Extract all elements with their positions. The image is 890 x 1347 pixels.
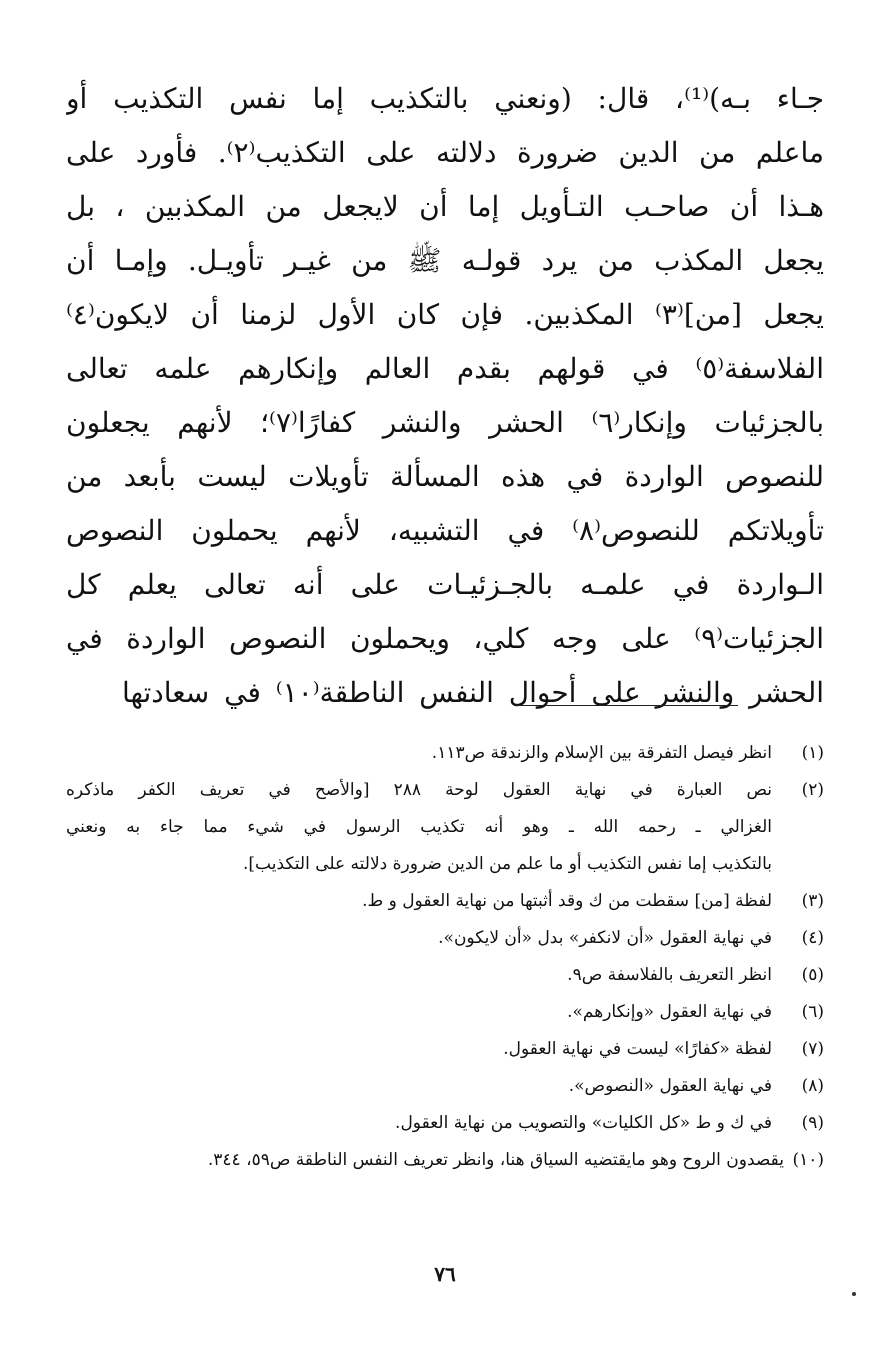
- text-line: ماعلم من الدين ضرورة دلالته على التكذيب⁽٢⁾. فأورد على: [66, 136, 824, 169]
- footnote-item: [66, 920, 824, 957]
- text-line: هـذا أن صاحـب التـأويل إما أن لايجعل من المكذبين ، بل: [66, 190, 824, 223]
- footnote-item: [66, 1105, 824, 1142]
- text-line: الجزئيات⁽٩⁾ على وجه كلي، ويحملون النصوص الواردة في: [66, 622, 824, 655]
- text-line: الفلاسفة⁽٥⁾ في قولهم بقدم العالم وإنكارهم علمه تعالى: [66, 352, 824, 385]
- footnote-number: (٤): [801, 928, 824, 948]
- footnote-line: الغزالي ـ رحمه الله ـ وهو أنه تكذيب الرسول في شيء مما جاء به ونعني: [66, 817, 772, 837]
- footnote-item: [66, 883, 824, 920]
- footnote-text: [66, 1105, 772, 1142]
- footnote-number: (١٠): [792, 1150, 824, 1170]
- footnote-text: [66, 920, 772, 957]
- footnote-number: (٨): [801, 1076, 824, 1096]
- footnote-line: لفظة [من] سقطت من ك وقد أثبتها من نهاية العقول و ط.: [362, 891, 772, 911]
- footnote-item: [66, 1068, 824, 1105]
- text-line: الحشر والنشر على أحوال النفس الناطقة⁽١٠⁾ في سعادتها: [122, 676, 824, 709]
- footnote-item: [66, 994, 824, 1031]
- text-line: تأويلاتكم للنصوص⁽٨⁾ في التشبيه، لأنهم يحملون النصوص: [66, 514, 824, 547]
- page-number: ٧٦: [434, 1262, 456, 1286]
- footnote-text: [66, 994, 772, 1031]
- footnote-line: لفظة «كفارًا» ليست في نهاية العقول.: [503, 1039, 772, 1059]
- footnote-item: [66, 957, 824, 994]
- footnote-item: [66, 772, 824, 883]
- footnote-line: انظر فيصل التفرقة بين الإسلام والزندقة ص١١٣.: [431, 743, 772, 763]
- text-line: للنصوص الواردة في هذه المسألة تأويلات ليست بأبعد من: [66, 460, 824, 493]
- footnote-item: [66, 1142, 824, 1179]
- footnote-line: يقصدون الروح وهو مايقتضيه السياق هنا، وانظر تعريف النفس الناطقة ص٥٩، ٣٤٤.: [207, 1150, 784, 1170]
- text-line: الـواردة في علمـه بالجـزئيـات على أنه تعالى يعلم كل: [66, 568, 824, 601]
- footnote-number: (٦): [801, 1002, 824, 1022]
- footnote-text: [66, 735, 772, 772]
- footnote-line: نص العبارة في نهاية العقول لوحة ٢٨٨ [والأصح في تعريف الكفر ماذكره: [66, 780, 772, 800]
- text-line: جـاء بـه)⁽¹⁾، قال: (ونعني بالتكذيب إما نفس التكذيب أو: [66, 82, 824, 115]
- footnote-number: (٢): [801, 780, 824, 800]
- footnote-number: (١): [801, 743, 824, 763]
- footnotes-list: [66, 735, 824, 1179]
- footnote-text: [66, 957, 772, 994]
- footnote-line: انظر التعريف بالفلاسفة ص٩.: [567, 965, 772, 985]
- footnote-number: (٣): [801, 891, 824, 911]
- footnote-text: [66, 1031, 772, 1068]
- footnote-line: بالتكذيب إما نفس التكذيب أو ما علم من الدين ضرورة دلالته على التكذيب].: [242, 854, 772, 874]
- footnote-line: في نهاية العقول «وإنكارهم».: [567, 1002, 772, 1022]
- footnote-divider: [516, 705, 738, 706]
- footnote-text: [66, 1142, 784, 1179]
- footnote-line: في نهاية العقول «النصوص».: [568, 1076, 772, 1096]
- footnote-item: [66, 735, 824, 772]
- footnote-number: (٧): [801, 1039, 824, 1059]
- text-line: يجعل المكذب من يرد قولـه ﷺ من غيـر تأويـل. وإمـا أن: [66, 244, 824, 277]
- footnote-number: (٩): [801, 1113, 824, 1133]
- footnote-text: [66, 1068, 772, 1105]
- footnote-text: [66, 772, 772, 883]
- main-text: [66, 72, 824, 720]
- footnote-line: في ك و ط «كل الكليات» والتصويب من نهاية العقول.: [395, 1113, 772, 1133]
- footnote-item: [66, 1031, 824, 1068]
- scan-speck: [852, 1292, 856, 1296]
- footnote-line: في نهاية العقول «أن لانكفر» بدل «أن لايكون».: [438, 928, 772, 948]
- text-line: يجعل [من]⁽٣⁾ المكذبين. فإن كان الأول لزمنا أن لايكون⁽٤⁾: [66, 298, 824, 331]
- text-line: بالجزئيات وإنكار⁽٦⁾ الحشر والنشر كفارًا⁽٧⁾؛ لأنهم يجعلون: [66, 406, 824, 439]
- footnote-text: [66, 883, 772, 920]
- footnote-number: (٥): [801, 965, 824, 985]
